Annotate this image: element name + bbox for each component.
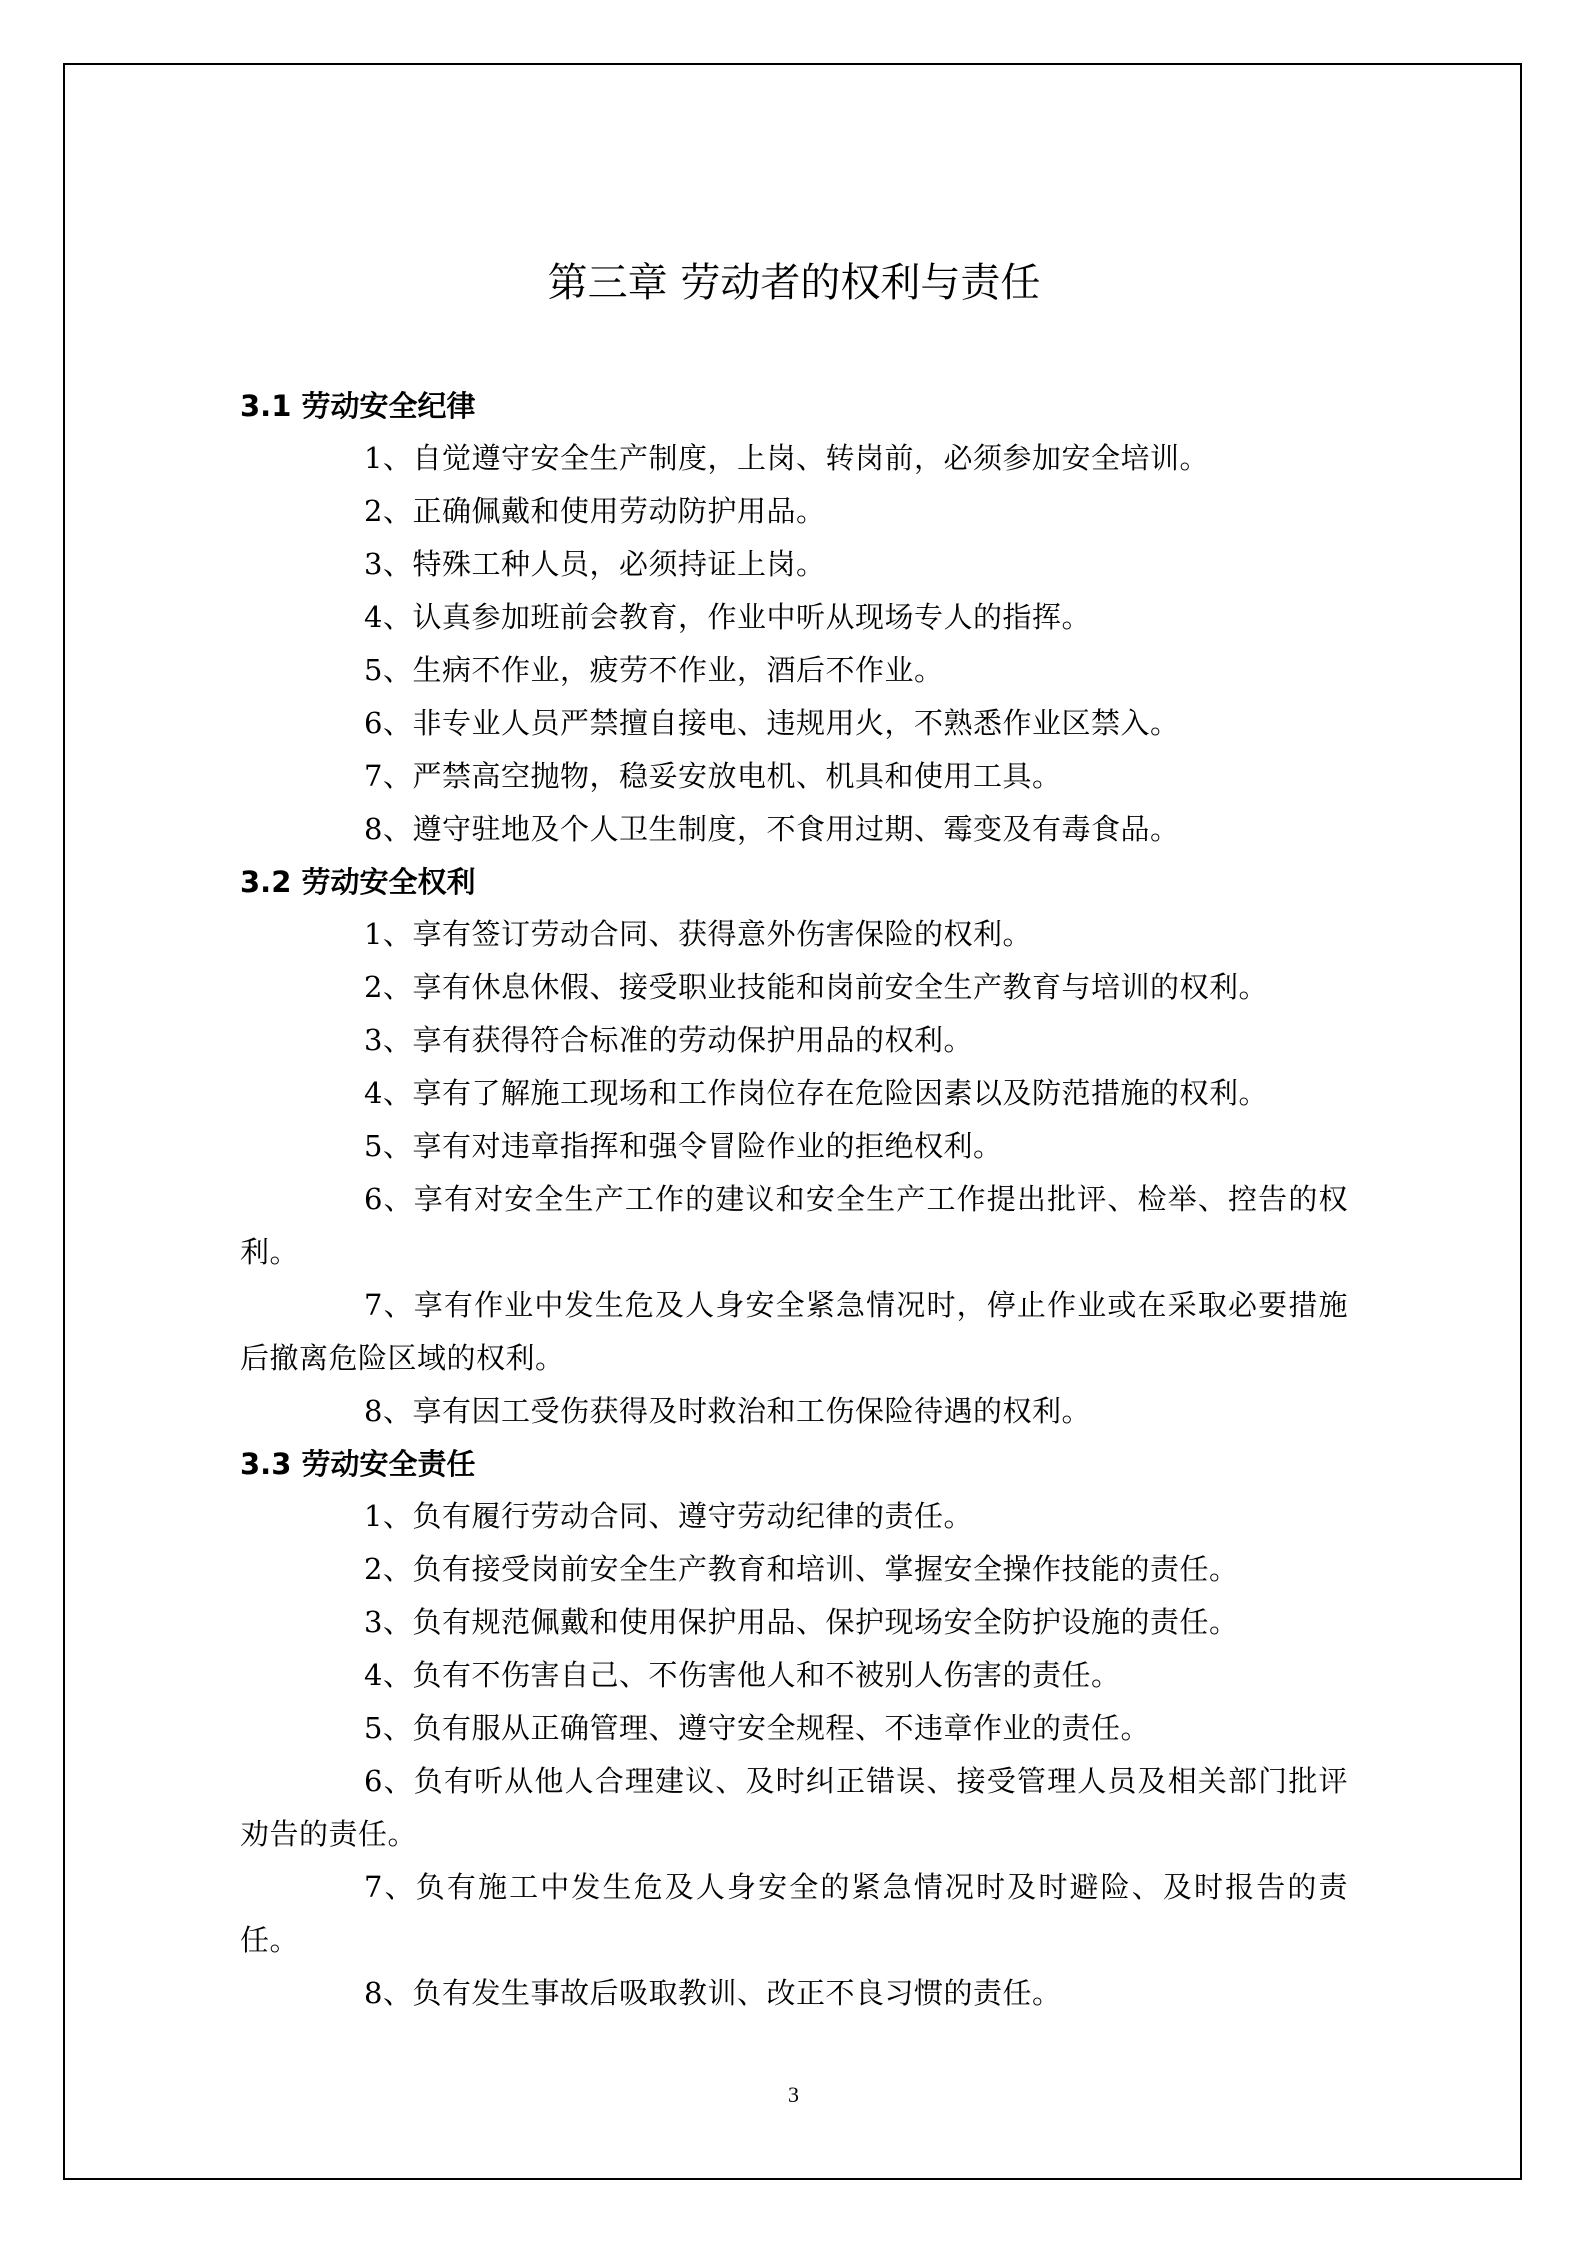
list-item: 2、享有休息休假、接受职业技能和岗前安全生产教育与培训的权利。 [364, 970, 1268, 1004]
list-item: 4、认真参加班前会教育，作业中听从现场专人的指挥。 [364, 600, 1091, 634]
section-heading: 3.1 劳动安全纪律 [240, 389, 476, 423]
list-item: 3、享有获得符合标准的劳动保护用品的权利。 [364, 1023, 973, 1057]
list-item: 5、生病不作业，疲劳不作业，酒后不作业。 [364, 653, 944, 687]
list-item: 7、严禁高空抛物，稳妥安放电机、机具和使用工具。 [364, 759, 1062, 793]
list-item: 2、负有接受岗前安全生产教育和培训、掌握安全操作技能的责任。 [364, 1552, 1239, 1586]
list-item: 4、负有不伤害自己、不伤害他人和不被别人伤害的责任。 [364, 1658, 1121, 1692]
list-item: 5、享有对违章指挥和强令冒险作业的拒绝权利。 [364, 1129, 1003, 1163]
list-item: 8、负有发生事故后吸取教训、改正不良习惯的责任。 [364, 1976, 1062, 2010]
list-item: 1、享有签订劳动合同、获得意外伤害保险的权利。 [364, 917, 1032, 951]
section-labor-safety-rights [240, 856, 1348, 1438]
section-heading: 3.2 劳动安全权利 [240, 865, 476, 899]
list-item: 8、享有因工受伤获得及时救治和工伤保险待遇的权利。 [364, 1394, 1091, 1428]
list-item: 1、负有履行劳动合同、遵守劳动纪律的责任。 [364, 1499, 973, 1533]
list-item: 6、负有听从他人合理建议、及时纠正错误、接受管理人员及相关部门批评劝告的责任。 [240, 1764, 1348, 1851]
chapter-title: 第三章 劳动者的权利与责任 [547, 260, 1041, 306]
list-item: 8、遵守驻地及个人卫生制度，不食用过期、霉变及有毒食品。 [364, 812, 1180, 846]
section-labor-safety-responsibilities [240, 1438, 1348, 2020]
list-item: 2、正确佩戴和使用劳动防护用品。 [364, 494, 826, 528]
list-item: 6、非专业人员严禁擅自接电、违规用火，不熟悉作业区禁入。 [364, 706, 1180, 740]
section-labor-safety-discipline [240, 380, 1348, 856]
section-heading: 3.3 劳动安全责任 [240, 1447, 476, 1481]
document-body [240, 248, 1348, 2020]
list-item: 3、负有规范佩戴和使用保护用品、保护现场安全防护设施的责任。 [364, 1605, 1239, 1639]
list-item: 3、特殊工种人员，必须持证上岗。 [364, 547, 826, 581]
list-item: 6、享有对安全生产工作的建议和安全生产工作提出批评、检举、控告的权利。 [240, 1182, 1348, 1269]
list-item: 4、享有了解施工现场和工作岗位存在危险因素以及防范措施的权利。 [364, 1076, 1268, 1110]
list-item: 7、享有作业中发生危及人身安全紧急情况时，停止作业或在采取必要措施后撤离危险区域的权利。 [240, 1288, 1348, 1375]
list-item: 1、自觉遵守安全生产制度，上岗、转岗前，必须参加安全培训。 [364, 441, 1209, 475]
list-item: 5、负有服从正确管理、遵守安全规程、不违章作业的责任。 [364, 1711, 1150, 1745]
page-number: 3 [788, 2082, 799, 2107]
list-item: 7、负有施工中发生危及人身安全的紧急情况时及时避险、及时报告的责任。 [240, 1870, 1348, 1957]
